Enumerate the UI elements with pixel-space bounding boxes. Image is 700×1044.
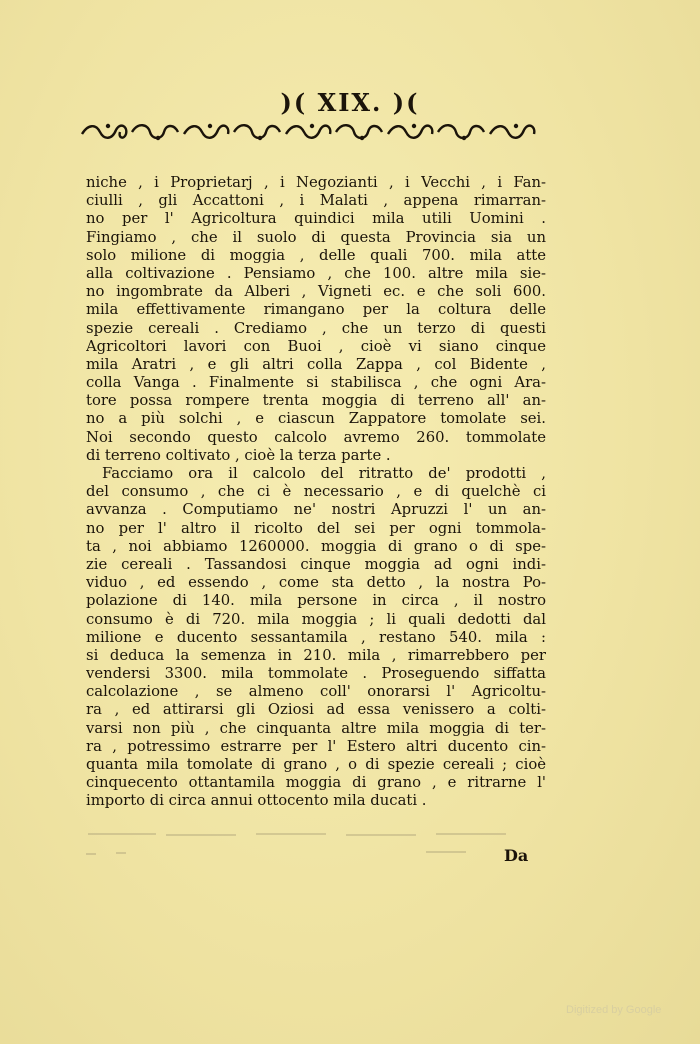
text-line: si deduca la semenza in 210. mila , rimarrebbero per	[86, 646, 546, 664]
text-line: Noi secondo questo calcolo avremo 260. tommolate	[86, 428, 546, 446]
text-line: niche , i Proprietarj , i Negozianti , i Vecchi , i Fan-	[86, 174, 546, 191]
text-line: mila effettivamente rimangano per la coltura delle	[86, 301, 546, 319]
show-through-bleed	[86, 826, 546, 866]
text-line: Facciamo ora il calcolo del ritratto de' prodotti ,	[102, 465, 546, 482]
text-line: alla coltivazione . Pensiamo , che 100. altre mila sie-	[86, 264, 546, 282]
text-line: Agricoltori lavori con Buoi , cioè vi siano cinque	[86, 337, 546, 355]
body-text	[86, 174, 546, 811]
text-line: milione e ducento sessantamila , restano 540. mila :	[86, 628, 546, 646]
text-line: Fingiamo , che il suolo di questa Provincia sia un	[86, 228, 546, 246]
watermark: Digitized by Google	[566, 1004, 662, 1016]
text-line: ciulli , gli Accattoni , i Malati , appena rimarran-	[86, 192, 546, 210]
page-number: )( XIX. )(	[280, 88, 420, 117]
text-line: no per l' altro il ricolto del sei per ogni tommola-	[86, 519, 546, 537]
text-line: vendersi 3300. mila tommolate . Proseguendo siffatta	[86, 665, 546, 683]
text-line: cinquecento ottantamila moggia di grano , e ritrarne l'	[86, 774, 546, 792]
text-line: viduo , ed essendo , come sta detto , la nostra Po-	[86, 574, 546, 592]
text-line: ta , noi abbiamo 1260000. moggia di grano o di spe-	[86, 537, 546, 555]
text-line: zie cereali . Tassandosi cinque moggia ad ogni indi-	[86, 555, 546, 573]
text-line: no a più solchi , e ciascun Zappatore tomolate sei.	[86, 410, 546, 428]
text-line: solo milione di moggia , delle quali 700. mila atte	[86, 246, 546, 264]
text-line: di terreno coltivato , cioè la terza parte .	[86, 446, 391, 464]
text-line: colla Vanga . Finalmente si stabilisca , che ogni Ara-	[86, 374, 546, 392]
catchword: Da	[504, 846, 529, 865]
text-line: no ingombrate da Alberi , Vigneti ec. e che soli 600.	[86, 283, 546, 301]
text-line: no per l' Agricoltura quindici mila utili Uomini .	[86, 210, 546, 228]
text-line: tore possa rompere trenta moggia di terreno all' an-	[86, 392, 546, 410]
text-line: importo di circa annui ottocento mila ducati .	[86, 792, 427, 810]
text-line: polazione di 140. mila persone in circa , il nostro	[86, 592, 546, 610]
text-line: consumo è di 720. mila moggia ; li quali dedotti dal	[86, 610, 546, 628]
text-line: calcolazione , se almeno coll' onorarsi l' Agricoltu-	[86, 683, 546, 701]
ornament-divider	[78, 120, 538, 144]
text-line: varsi non più , che cinquanta altre mila moggia di ter-	[86, 719, 546, 737]
text-line: mila Aratri , e gli altri colla Zappa , col Bidente ,	[86, 355, 546, 373]
text-line: ra , ed attirarsi gli Oziosi ad essa venissero a colti-	[86, 701, 546, 719]
text-line: ra , potressimo estrarre per l' Estero altri ducento cin-	[86, 737, 546, 755]
text-line: spezie cereali . Crediamo , che un terzo di questi	[86, 319, 546, 337]
text-line: del consumo , che ci è necessario , e di quelchè ci	[86, 483, 546, 501]
text-line: avvanza . Computiamo ne' nostri Apruzzi l' un an-	[86, 501, 546, 519]
text-line: quanta mila tomolate di grano , o di spezie cereali ; cioè	[86, 756, 546, 773]
